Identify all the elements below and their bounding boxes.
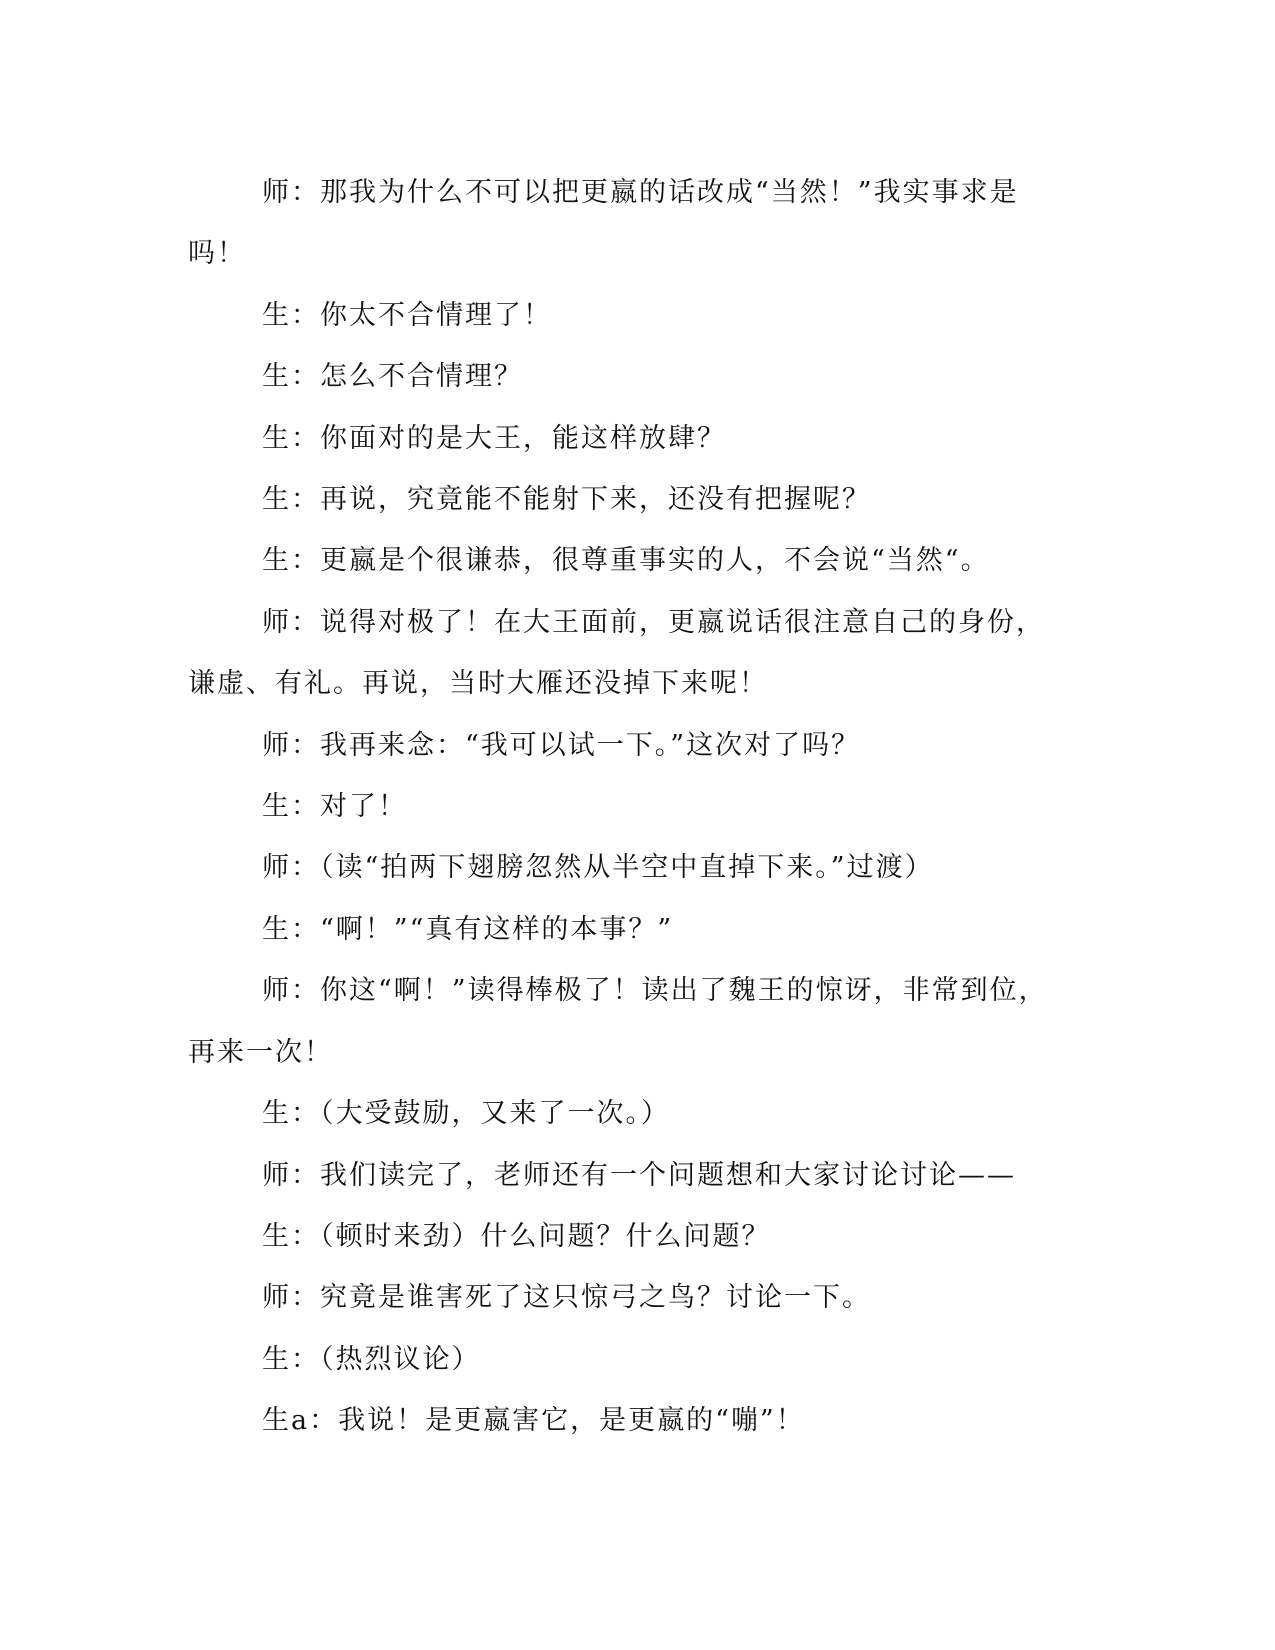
dialogue-paragraph-8: 师：我再来念：“我可以试一下。”这次对了吗？ bbox=[262, 729, 861, 761]
dialogue-paragraph-3: 生：怎么不合情理？ bbox=[262, 361, 523, 393]
dialogue-paragraph-16: 师：究竟是谁害死了这只惊弓之鸟？讨论一下。 bbox=[262, 1282, 871, 1314]
dialogue-paragraph-10: 师：（读“拍两下翅膀忽然从半空中直掉下来。”过渡） bbox=[262, 852, 934, 884]
dialogue-paragraph-11: 生：“啊！”“真有这样的本事？” bbox=[262, 913, 674, 945]
dialogue-paragraph-18: 生a：我说！是更嬴害它，是更嬴的“嘣”！ bbox=[262, 1405, 805, 1437]
dialogue-paragraph-5: 生：再说，究竟能不能射下来，还没有把握呢？ bbox=[262, 484, 871, 516]
dialogue-paragraph-9: 生：对了！ bbox=[262, 791, 407, 823]
dialogue-paragraph-6: 生：更嬴是个很谦恭，很尊重事实的人，不会说“当然“。 bbox=[262, 545, 990, 577]
dialogue-paragraph-17: 生：（热烈议论） bbox=[262, 1343, 481, 1375]
dialogue-paragraph-15: 生：（顿时来劲）什么问题？什么问题？ bbox=[262, 1220, 771, 1252]
dialogue-paragraph-7: 师：说得对极了！在大王面前，更嬴说话很注意自己的身份，谦虚、有礼。再说，当时大雁还没掉下来呢！ bbox=[188, 606, 1045, 700]
document-body bbox=[188, 162, 1068, 1452]
dialogue-paragraph-2: 生：你太不合情理了！ bbox=[262, 299, 552, 331]
dialogue-paragraph-1: 师：那我为什么不可以把更嬴的话改成“当然！”我实事求是吗！ bbox=[188, 177, 1019, 270]
dialogue-paragraph-13: 生：（大受鼓励，又来了一次。） bbox=[262, 1098, 670, 1130]
dialogue-paragraph-14: 师：我们读完了，老师还有一个问题想和大家讨论讨论—— bbox=[262, 1159, 1016, 1191]
dialogue-paragraph-4: 生：你面对的是大王，能这样放肆？ bbox=[262, 422, 726, 454]
dialogue-paragraph-12: 师：你这“啊！”读得棒极了！读出了魏王的惊讶，非常到位，再来一次！ bbox=[188, 975, 1048, 1068]
